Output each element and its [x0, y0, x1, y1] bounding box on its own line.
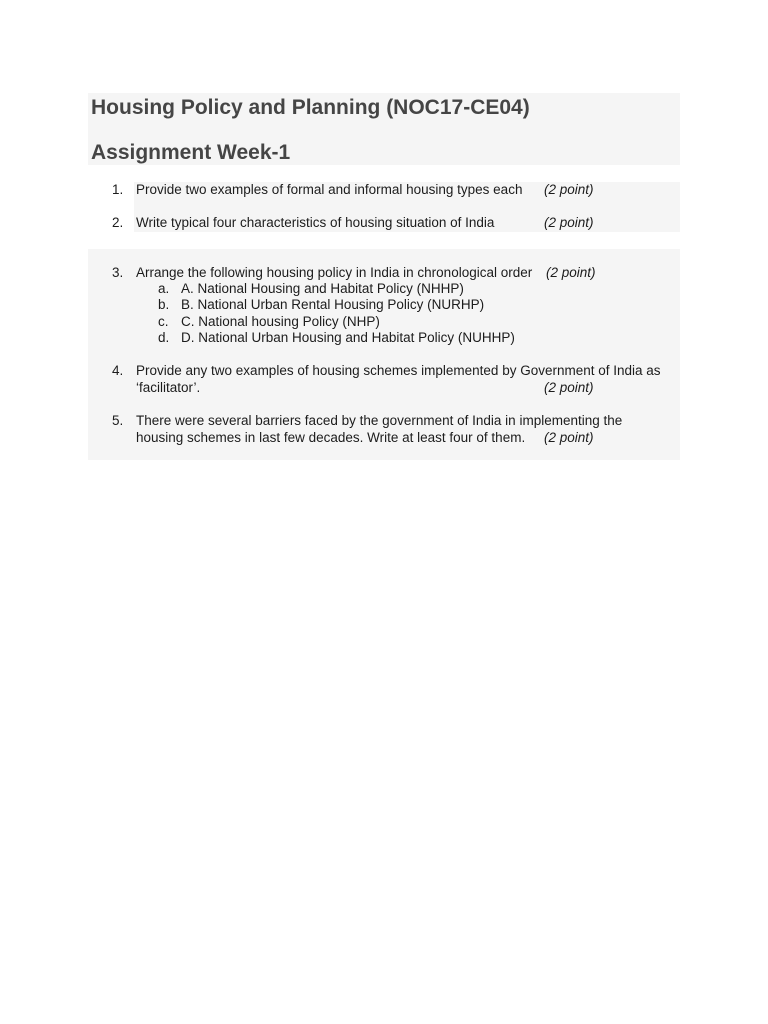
question-points: (2 point) [544, 430, 594, 445]
question-points: (2 point) [544, 380, 594, 395]
question-1 [0, 182, 768, 198]
question-number: 1. [112, 182, 124, 197]
option-letter: d. [158, 330, 170, 345]
question-text: Write typical four characteristics of housing situation of India [136, 215, 495, 230]
question-3-option-b [0, 297, 768, 313]
option-text: B. National Urban Rental Housing Policy (NURHP) [181, 297, 485, 312]
option-text: D. National Urban Housing and Habitat Policy (NUHHP) [181, 330, 515, 345]
question-3 [0, 265, 768, 281]
question-number: 5. [112, 413, 124, 428]
question-text-line-2: ‘facilitator’. [136, 380, 201, 395]
question-points: (2 point) [544, 182, 594, 197]
question-5 [0, 413, 768, 446]
option-letter: b. [158, 297, 170, 312]
question-text-line-2: housing schemes in last few decades. Write at least four of them. [136, 430, 526, 445]
assignment-heading: Assignment Week-1 [91, 141, 291, 164]
question-text-line-1: There were several barriers faced by the government of India in implementing the [136, 413, 623, 428]
option-text: A. National Housing and Habitat Policy (NHHP) [181, 281, 464, 296]
option-letter: c. [158, 314, 169, 329]
question-number: 2. [112, 215, 124, 230]
option-text: C. National housing Policy (NHP) [181, 314, 380, 329]
question-4 [0, 363, 768, 396]
question-points: (2 point) [544, 215, 594, 230]
question-3-option-a [0, 281, 768, 297]
question-text-line-1: Provide any two examples of housing schemes implemented by Government of India as [136, 363, 661, 378]
question-text: Provide two examples of formal and informal housing types each [136, 182, 523, 197]
question-3-option-c [0, 314, 768, 330]
question-3-option-d [0, 330, 768, 346]
option-letter: a. [158, 281, 170, 296]
question-number: 4. [112, 363, 124, 378]
question-text: Arrange the following housing policy in India in chronological order [136, 265, 533, 280]
question-points: (2 point) [546, 265, 596, 280]
question-2 [0, 215, 768, 231]
question-number: 3. [112, 265, 124, 280]
document-title: Housing Policy and Planning (NOC17-CE04) [91, 96, 530, 119]
